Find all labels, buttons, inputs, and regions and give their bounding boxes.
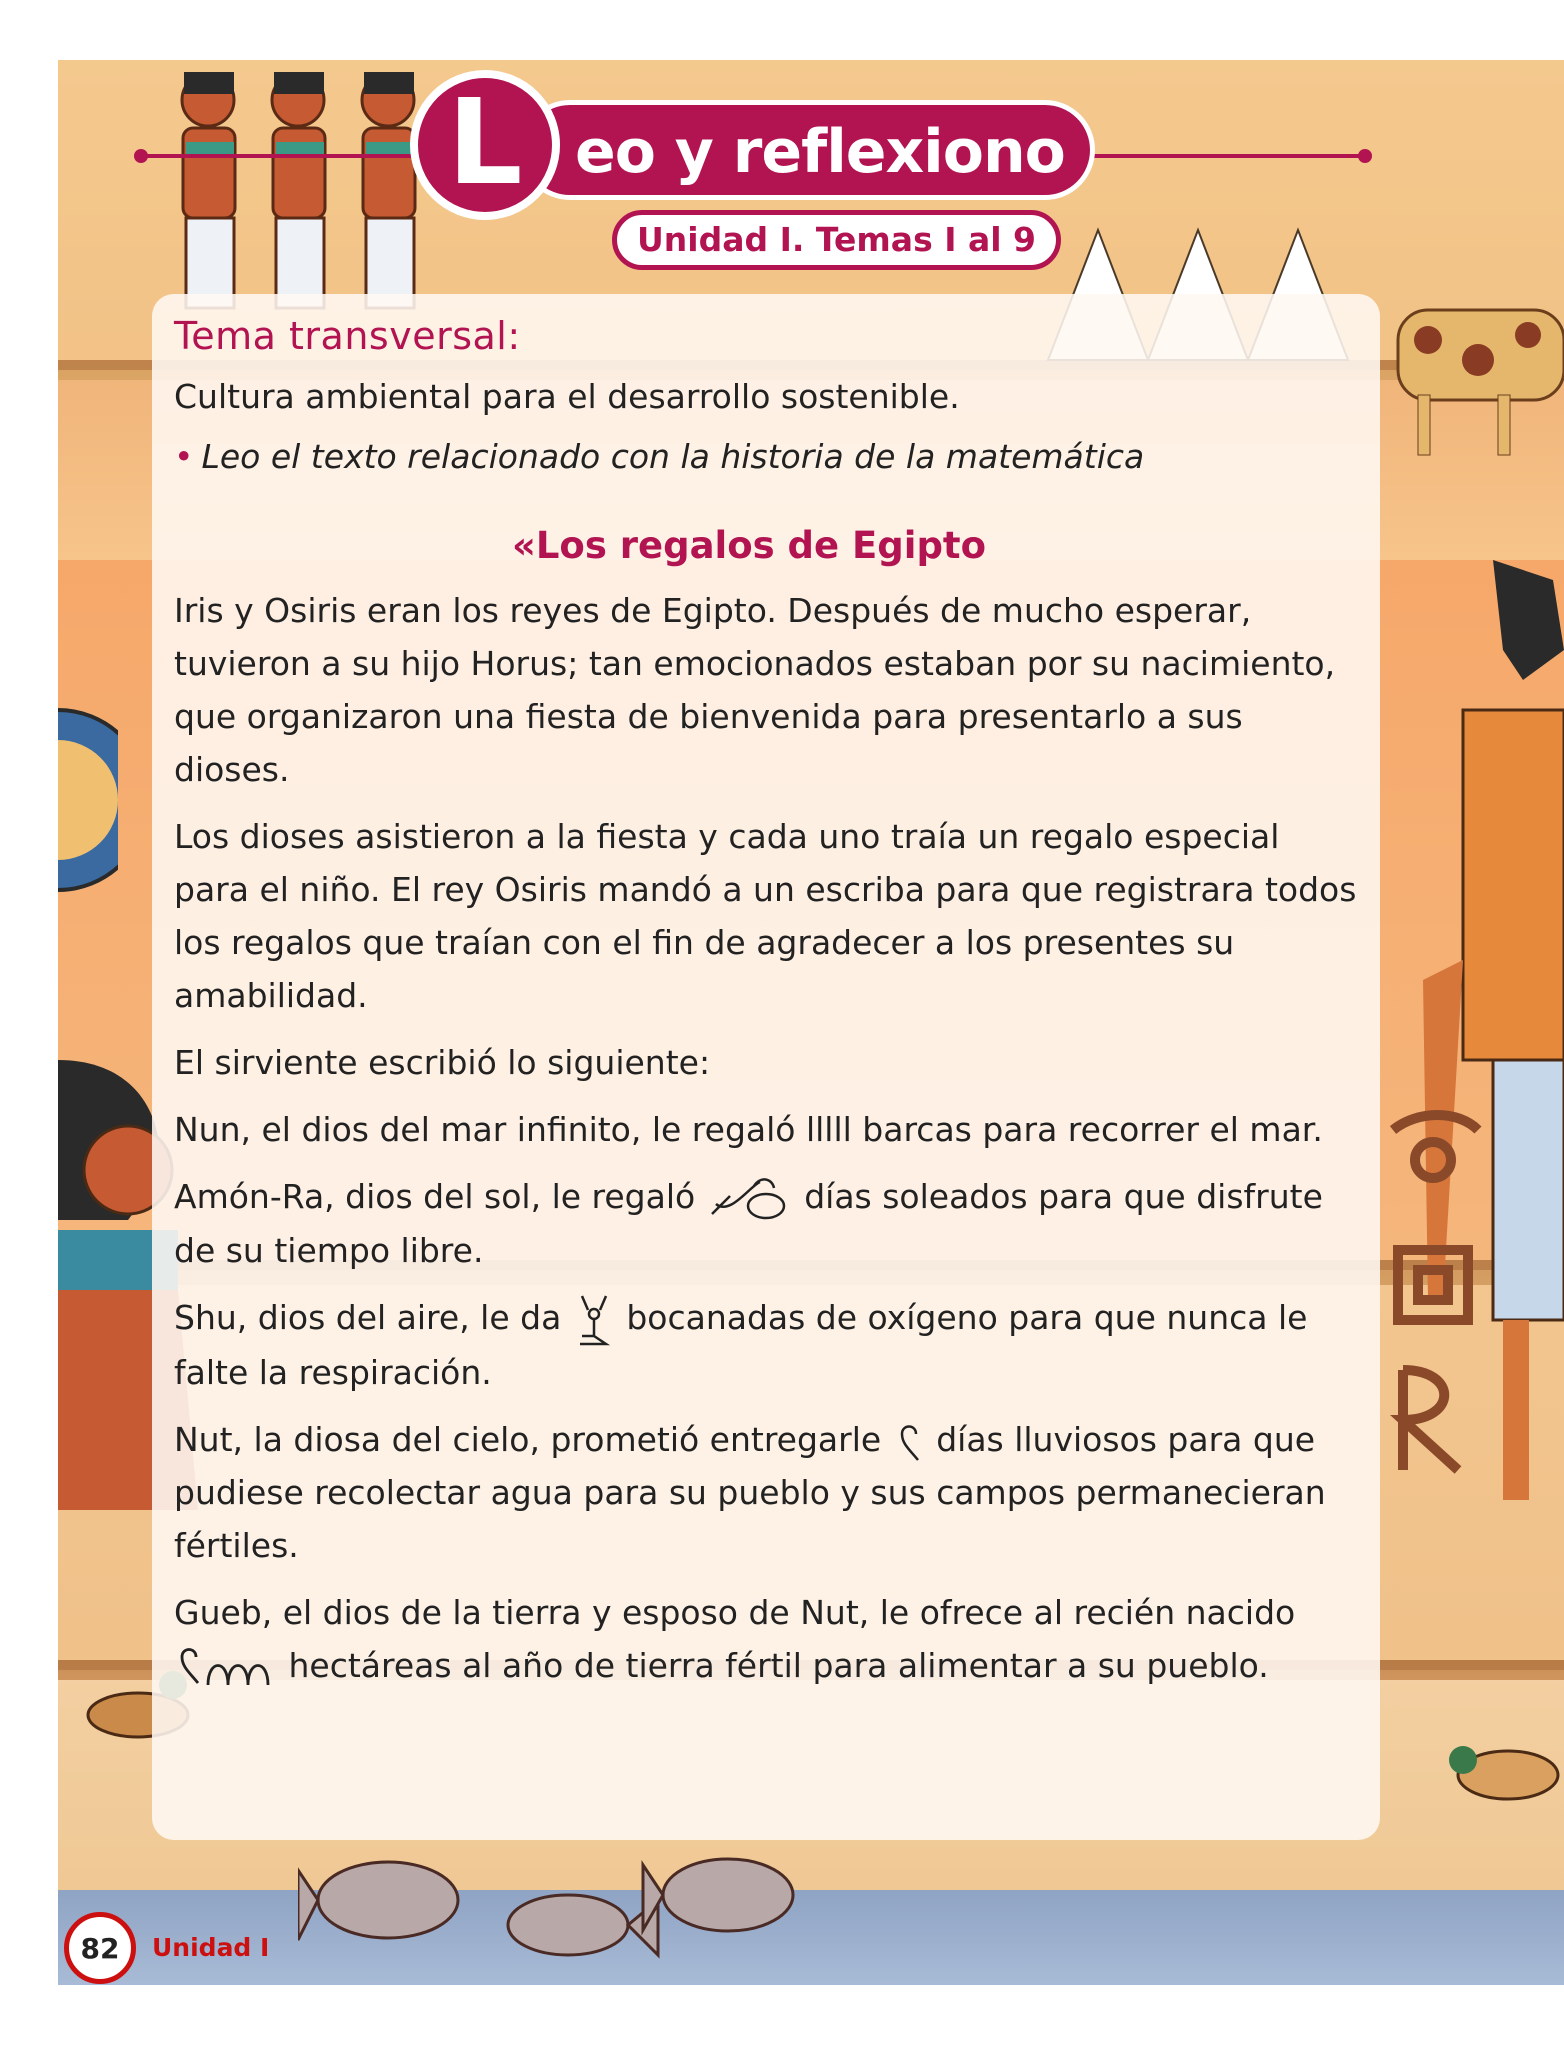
paragraph-text: Amón-Ra, dios del sol, le regaló [174, 1177, 696, 1216]
paragraph-text: Shu, dios del aire, le da [174, 1297, 562, 1337]
paragraph-text: Gueb, el dios de la tierra y esposo de Nut, le ofrece al recién nacido [174, 1593, 1296, 1632]
fish-figures [298, 1840, 818, 1985]
tema-value: Cultura ambiental para el desarrollo sostenible. [174, 377, 960, 416]
page-number: 82 [64, 1912, 136, 1984]
kneeling-god-glyph-icon [576, 1292, 612, 1346]
story-paragraph-gueb [174, 1586, 1364, 1692]
tema-label: Tema transversal: [174, 314, 521, 358]
tadpole-glyph-icon [710, 1174, 790, 1224]
story-paragraph: Iris y Osiris eran los reyes de Egipto. Después de mucho esperar, tuvieron a su hijo Horus; tan emocionados estaban por su nacimiento, que organizaron una fiesta de bienvenida para presentarlo a sus dioses. [174, 591, 1336, 789]
paragraph-text: hectáreas al año de tierra fértil para alimentar a su pueblo. [288, 1646, 1269, 1685]
objective-text: Leo el texto relacionado con la historia de la matemática [201, 437, 1145, 476]
title-initial: L [447, 73, 523, 211]
winged-disc-ornament [58, 700, 118, 900]
objective-line [174, 428, 1364, 486]
story-paragraph: Nun, el dios del mar infinito, le regaló lllll barcas para recorrer el mar. [174, 1110, 1323, 1149]
paragraph-text: Nut, la diosa del cielo, prometió entregarle [174, 1420, 882, 1459]
story-paragraph: Los dioses asistieron a la fiesta y cada uno traía un regalo especial para el niño. El rey Osiris mandó a un escriba para que registrara todos los regalos que traían con el fin de agradecer a los presentes su amabilidad. [174, 817, 1357, 1015]
unit-subtitle: Unidad I. Temas I al 9 [612, 210, 1061, 270]
story-title: «Los regalos de Egipto [511, 524, 987, 567]
paragraph-text: días lluviosos para que pudiese recolectar agua para su pueblo y sus campos permanecieran fértiles. [174, 1420, 1326, 1565]
giraffe-figure [1388, 280, 1564, 460]
duck-figure-right [1438, 1720, 1564, 1820]
story-paragraph-amon-ra [174, 1170, 1364, 1277]
header-rule-dot [134, 149, 148, 163]
header-rule-dot [1358, 149, 1372, 163]
coil-and-rope-glyph-icon [178, 1645, 274, 1691]
page-title: eo y reflexiono [575, 117, 1065, 187]
reading-card [152, 294, 1380, 1840]
paragraph-text: bocanadas de oxígeno para que nunca le falte la respiración. [174, 1297, 1308, 1392]
story-paragraph-nut [174, 1413, 1364, 1572]
coil-rope-glyph-icon [896, 1420, 922, 1464]
story-paragraph-shu [174, 1291, 1364, 1400]
paragraph-text: días soleados para que disfrute de su tiempo libre. [174, 1177, 1323, 1270]
bullet-dot: • [174, 437, 194, 476]
wall-hieroglyphs [1378, 1100, 1488, 1490]
story-paragraph: El sirviente escribió lo siguiente: [174, 1043, 711, 1082]
title-initial-badge [410, 70, 560, 220]
footer-unit-label: Unidad I [152, 1933, 270, 1962]
reading-content [174, 308, 1364, 1706]
